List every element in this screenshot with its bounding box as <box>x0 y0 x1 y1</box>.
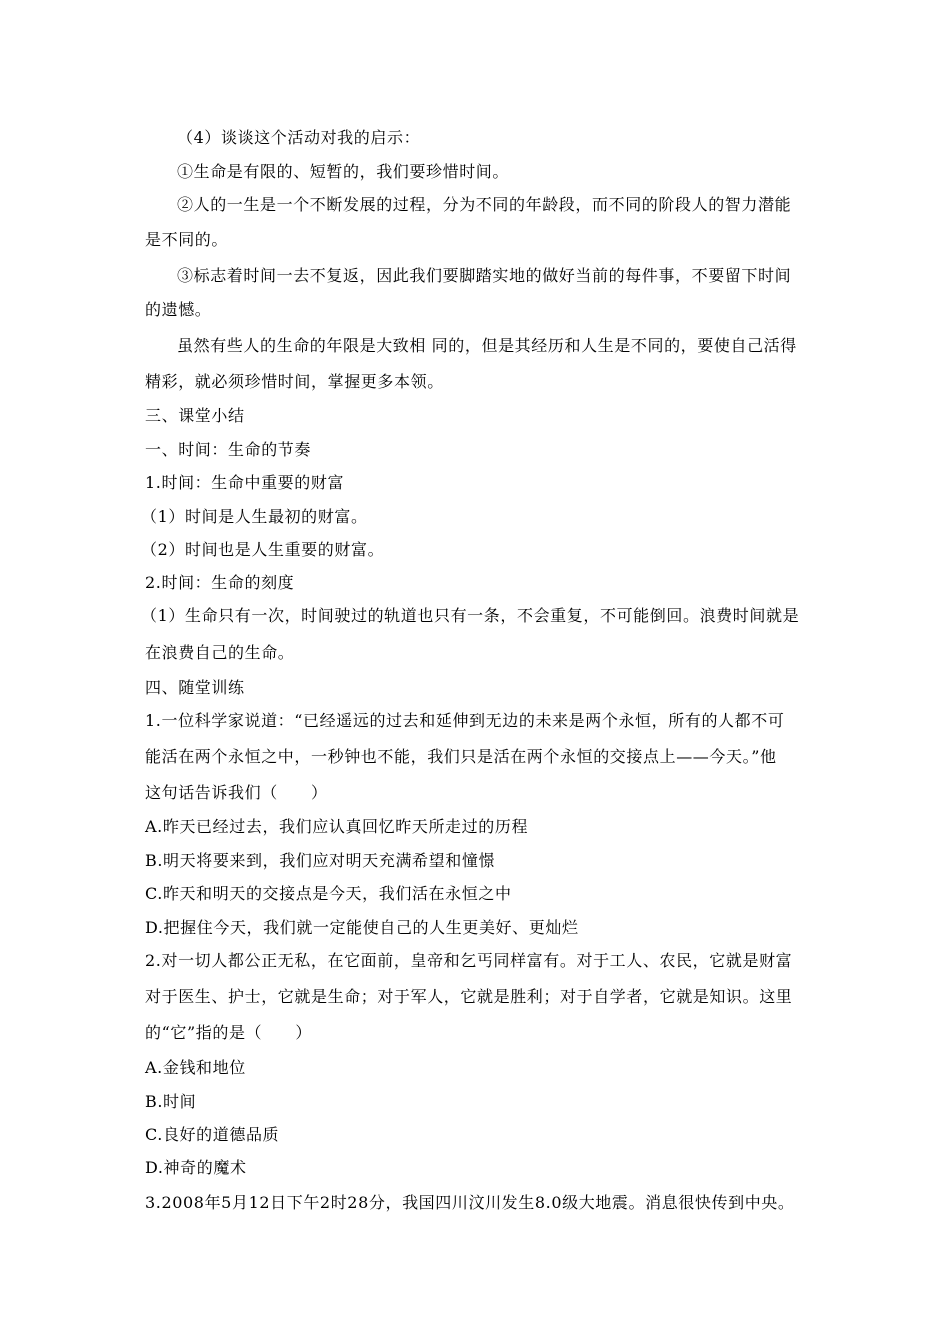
text-line: 虽然有些人的生命的年限是大致相 同的，但是其经历和人生是不同的，要使自己活得 <box>177 336 797 355</box>
text-line: 是不同的。 <box>145 230 229 249</box>
answer-option: D.把握住今天，我们就一定能使自己的人生更美好、更灿烂 <box>145 918 579 937</box>
answer-option: A.昨天已经过去，我们应认真回忆昨天所走过的历程 <box>145 817 529 836</box>
answer-option: C.良好的道德品质 <box>145 1125 280 1144</box>
answer-option: B.时间 <box>145 1092 197 1111</box>
answer-option: D.神奇的魔术 <box>145 1158 247 1177</box>
section-heading: 四、随堂训练 <box>145 678 245 697</box>
section-heading: 一、时间：生命的节奏 <box>145 440 312 459</box>
text-line: 的遗憾。 <box>145 300 212 319</box>
text-line: （1）时间是人生最初的财富。 <box>141 507 368 526</box>
question-text: 对于医生、护士，它就是生命；对于军人，它就是胜利；对于自学者，它就是知识。这里 <box>145 987 793 1006</box>
question-text: 的“它”指的是（ ） <box>145 1023 312 1042</box>
answer-option: C.昨天和明天的交接点是今天，我们活在永恒之中 <box>145 884 512 903</box>
text-line: 精彩，就必须珍惜时间，掌握更多本领。 <box>145 372 444 391</box>
text-line: ②人的一生是一个不断发展的过程，分为不同的年龄段，而不同的阶段人的智力潜能 <box>177 195 792 214</box>
text-line: （1）生命只有一次，时间驶过的轨道也只有一条，不会重复，不可能倒回。浪费时间就是 <box>141 606 800 625</box>
text-line: 1.时间：生命中重要的财富 <box>145 473 345 492</box>
question-text: 这句话告诉我们（ ） <box>145 783 328 802</box>
text-line: （2）时间也是人生重要的财富。 <box>141 540 385 559</box>
question-text: 2.对一切人都公正无私，在它面前，皇帝和乞丐同样富有。对于工人、农民，它就是财富 <box>145 951 793 970</box>
answer-option: B.明天将要来到，我们应对明天充满希望和憧憬 <box>145 851 496 870</box>
text-line: （4）谈谈这个活动对我的启示： <box>177 128 421 147</box>
question-text: 能活在两个永恒之中，一秒钟也不能，我们只是活在两个永恒的交接点上——今天。”他 <box>145 747 777 766</box>
question-text: 1.一位科学家说道：“已经遥远的过去和延伸到无边的未来是两个永恒，所有的人都不可 <box>145 711 785 730</box>
text-line: 在浪费自己的生命。 <box>145 643 295 662</box>
text-line: 2.时间：生命的刻度 <box>145 573 295 592</box>
question-text: 3.2008年5月12日下午2时28分，我国四川汶川发生8.0级大地震。消息很快传到中央。 <box>145 1193 795 1212</box>
section-heading: 三、课堂小结 <box>145 406 245 425</box>
text-line: ③标志着时间一去不复返，因此我们要脚踏实地的做好当前的每件事，不要留下时间 <box>177 266 792 285</box>
text-line: ①生命是有限的、短暂的，我们要珍惜时间。 <box>177 162 510 181</box>
answer-option: A.金钱和地位 <box>145 1058 246 1077</box>
